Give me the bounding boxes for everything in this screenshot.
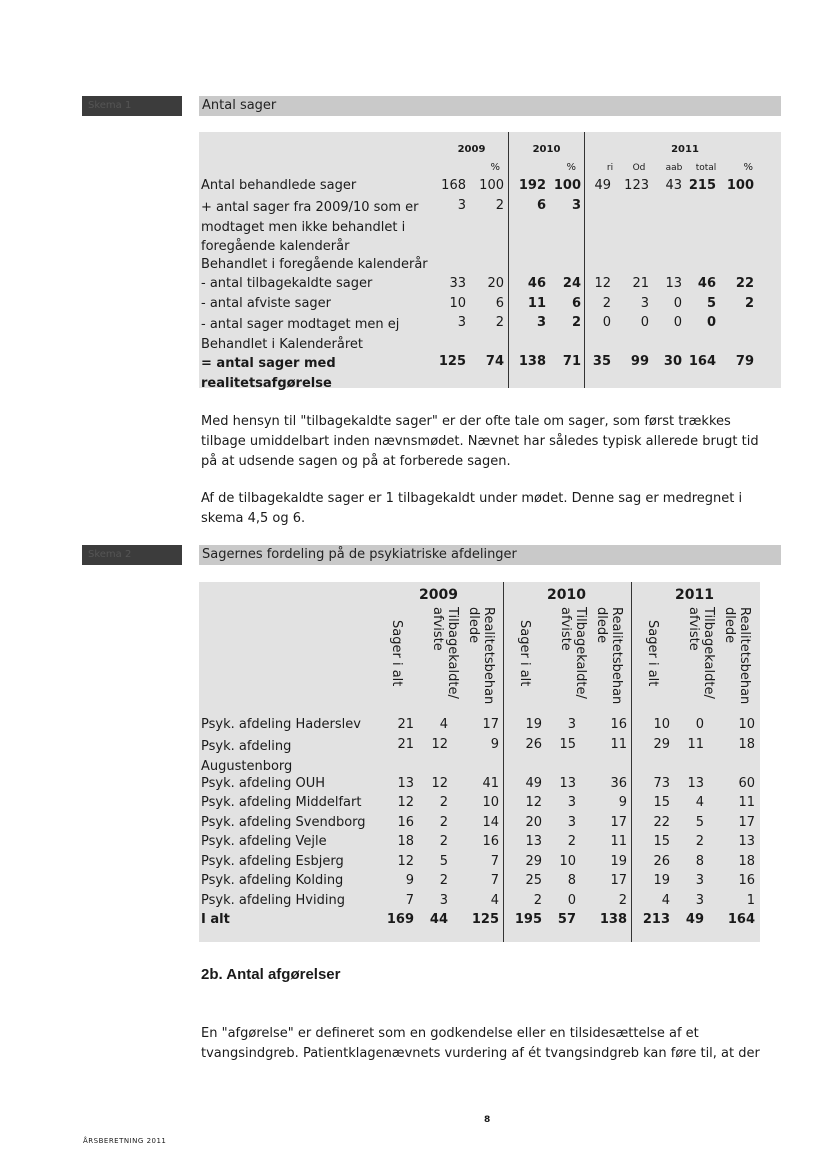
t2-cell: 9 [405,873,414,888]
t1-cell: 2 [602,296,611,311]
t1-cell: 168 [441,178,466,193]
t2-cell: 22 [653,815,670,830]
t2-cell: 164 [727,912,755,927]
t1-row-label: Antal behandlede sager [201,178,357,193]
t1-row-label: = antal sager med realitetsafgørelse [201,356,336,391]
section1-title: Antal sager [199,96,781,116]
t2-cell: 17 [738,815,755,830]
t2-cell: 138 [599,912,627,927]
t2-colhead: Realitetsbehan dlede [594,607,624,705]
t1-cell: 2 [495,198,504,213]
t1-cell: 10 [449,296,466,311]
t2-colhead: Sager i alt [389,620,404,687]
t1-cell: 49 [594,178,611,193]
t2-row-label: I alt [201,912,230,927]
t2-row-label: Psyk. afdeling Svendborg [201,815,366,830]
t2-cell: 7 [490,854,499,869]
t2-row-label: Psyk. afdeling Vejle [201,834,327,849]
t2-colhead: Sager i alt [645,620,660,687]
t2-cell: 44 [429,912,448,927]
t2-row-label: Psyk. afdeling OUH [201,776,326,791]
t1-cell: 100 [553,178,581,193]
t2-cell: 9 [618,795,627,810]
t1-cell: 2 [495,315,504,330]
t2-colhead: Realitetsbehan dlede [466,607,496,705]
t2-row-label: Psyk. afdeling Kolding [201,873,344,888]
t1-cell: 79 [735,354,754,369]
t1-cell: 46 [527,276,546,291]
t2-cell: 8 [695,854,704,869]
t1-cell: 100 [726,178,754,193]
t2-cell: 17 [482,717,499,732]
t1-cell: 215 [688,178,716,193]
t1-row-label: + antal sager fra 2009/10 som er modtaget men ikke behandlet i foregående kalenderår [201,200,419,254]
t2-cell: 3 [695,893,704,908]
t1-cell: 2 [571,315,581,330]
t2-cell: 2 [533,893,542,908]
t2-cell: 12 [431,737,448,752]
t2-cell: 14 [482,815,499,830]
t2-year-2011: 2011 [675,587,714,603]
t2-cell: 18 [738,737,755,752]
t1-cell: 5 [706,296,716,311]
t1-cell: 22 [735,276,754,291]
t1-row-label: - antal sager modtaget men ej Behandlet i Kalenderåret [201,317,400,352]
t2-cell: 20 [525,815,542,830]
t2-cell: 12 [397,854,414,869]
t1-cell: 3 [640,296,649,311]
t2-cell: 16 [610,717,627,732]
t1-cell: 192 [518,178,546,193]
t1-cell: 0 [706,315,716,330]
t1-cell: 100 [479,178,504,193]
t1-cell: 0 [602,315,611,330]
t2-cell: 36 [610,776,627,791]
t2-cell: 10 [559,854,576,869]
t2-cell: 15 [653,834,670,849]
subheading: 2b. Antal afgørelser [201,966,341,983]
t2-cell: 26 [653,854,670,869]
t2-cell: 195 [514,912,542,927]
t2-cell: 73 [653,776,670,791]
t2-cell: 12 [525,795,542,810]
t2-cell: 3 [567,795,576,810]
t1-sub-aab: aab [665,163,683,173]
t1-cell: 99 [630,354,649,369]
t2-cell: 60 [738,776,755,791]
t2-cell: 41 [482,776,499,791]
page-number: 8 [484,1115,491,1125]
t2-cell: 10 [482,795,499,810]
t2-cell: 2 [695,834,704,849]
t2-cell: 4 [695,795,704,810]
t2-cell: 15 [653,795,670,810]
t2-cell: 19 [610,854,627,869]
t2-cell: 19 [525,717,542,732]
t2-cell: 11 [610,834,627,849]
t1-cell: 0 [673,315,682,330]
t2-cell: 17 [610,815,627,830]
t1-pct-2011: % [743,162,753,173]
t1-cell: 138 [518,354,546,369]
footer: ÅRSBERETNING 2011 [83,1137,167,1145]
t2-cell: 4 [439,717,448,732]
t2-cell: 17 [610,873,627,888]
t2-colhead: Realitetsbehan dlede [722,607,752,705]
t2-colhead: Tilbagekaldte/ afviste [430,607,460,699]
t2-cell: 13 [559,776,576,791]
t2-cell: 29 [653,737,670,752]
t1-cell: 0 [673,296,682,311]
t1-sub-od: Od [632,163,646,173]
t2-cell: 10 [738,717,755,732]
t2-year-2009: 2009 [419,587,458,603]
t1-cell: 13 [665,276,682,291]
t1-cell: 74 [485,354,504,369]
t2-cell: 13 [687,776,704,791]
t2-cell: 5 [695,815,704,830]
t2-cell: 4 [661,893,670,908]
t2-cell: 19 [653,873,670,888]
t2-cell: 12 [431,776,448,791]
t2-cell: 10 [653,717,670,732]
t2-cell: 25 [525,873,542,888]
t2-cell: 2 [439,873,448,888]
t2-cell: 11 [738,795,755,810]
t1-cell: 24 [562,276,581,291]
t2-cell: 9 [490,737,499,752]
t2-row-label: Psyk. afdeling Haderslev [201,717,361,732]
t2-colhead: Tilbagekaldte/ afviste [686,607,716,699]
t1-cell: 21 [632,276,649,291]
t2-cell: 11 [687,737,704,752]
t1-cell: 43 [665,178,682,193]
t2-cell: 213 [642,912,670,927]
t2-cell: 2 [439,795,448,810]
t2-cell: 26 [525,737,542,752]
t2-cell: 49 [685,912,704,927]
paragraph: Af de tilbagekaldte sager er 1 tilbagekaldt under mødet. Denne sag er medregnet i skema 4,5 og 6. [201,491,743,526]
t1-year-2010: 2010 [532,144,561,155]
t2-cell: 7 [405,893,414,908]
t2-cell: 1 [746,893,755,908]
t1-cell: 6 [495,296,504,311]
t2-cell: 12 [397,795,414,810]
t1-cell: 164 [688,354,716,369]
paragraph: Med hensyn til "tilbagekaldte sager" er der ofte tale om sager, som først trækkes tilbage umiddelbart inden nævnsmødet. Nævnet har således typisk allerede brugt tid på at udsende sagen og på at forberede sagen. [201,414,759,469]
t2-cell: 13 [397,776,414,791]
section2-side-tab: Skema 2 [82,545,182,565]
t2-cell: 5 [439,854,448,869]
final-paragraph: En "afgørelse" er defineret som en godkendelse eller en tilsidesættelse af et tvangsindgreb. Patientklagenævnets vurdering af ét tvangsindgreb kan føre til, at der [201,1026,760,1061]
t2-cell: 8 [567,873,576,888]
t1-cell: 0 [640,315,649,330]
t2-cell: 13 [738,834,755,849]
t2-cell: 57 [557,912,576,927]
t2-cell: 3 [439,893,448,908]
t1-cell: 3 [571,198,581,213]
section1-side-tab: Skema 1 [82,96,182,116]
t2-colhead: Tilbagekaldte/ afviste [558,607,588,699]
t2-cell: 4 [490,893,499,908]
t2-cell: 18 [738,854,755,869]
t1-row-label: - antal tilbagekaldte sager [201,276,373,291]
t1-cell: 125 [438,354,466,369]
section2-title: Sagernes fordeling på de psykiatriske afdelinger [199,545,781,565]
t2-cell: 0 [695,717,704,732]
t2-cell: 21 [397,717,414,732]
t2-cell: 21 [397,737,414,752]
t1-cell: 30 [663,354,682,369]
t1-cell: 6 [536,198,546,213]
t2-year-2010: 2010 [547,587,586,603]
t1-row-label: - antal afviste sager [201,296,332,311]
t2-cell: 169 [386,912,414,927]
t2-cell: 2 [439,834,448,849]
t1-cell: 12 [594,276,611,291]
t2-cell: 11 [610,737,627,752]
t2-colhead: Sager i alt [517,620,532,687]
t1-cell: 3 [536,315,546,330]
t2-cell: 16 [738,873,755,888]
t2-row-label: Psyk. afdeling Hviding [201,893,345,908]
t1-cell: 2 [744,296,754,311]
t2-cell: 0 [567,893,576,908]
t1-row-label: Behandlet i foregående kalenderår [201,257,428,272]
t1-cell: 33 [449,276,466,291]
t1-pct-2009: % [490,162,500,173]
t1-cell: 123 [624,178,649,193]
t1-cell: 3 [457,198,466,213]
t2-cell: 7 [490,873,499,888]
t2-cell: 3 [567,717,576,732]
t1-cell: 6 [571,296,581,311]
t1-year-2011: 2011 [671,144,699,155]
t2-cell: 125 [471,912,499,927]
t2-cell: 2 [618,893,627,908]
t2-cell: 13 [525,834,542,849]
t1-cell: 71 [562,354,581,369]
t1-cell: 11 [527,296,546,311]
t1-sub-ri: ri [606,163,614,173]
t2-cell: 16 [482,834,499,849]
t1-cell: 35 [592,354,611,369]
t1-pct-2010: % [566,162,576,173]
t2-row-label: Psyk. afdeling Augustenborg [201,739,293,774]
t2-cell: 49 [525,776,542,791]
t1-cell: 20 [487,276,504,291]
t2-cell: 3 [695,873,704,888]
t2-cell: 15 [559,737,576,752]
t1-cell: 46 [697,276,716,291]
t2-row-label: Psyk. afdeling Middelfart [201,795,362,810]
t2-cell: 2 [439,815,448,830]
t1-year-2009: 2009 [457,144,486,155]
t2-cell: 2 [567,834,576,849]
t2-row-label: Psyk. afdeling Esbjerg [201,854,344,869]
t1-cell: 3 [457,315,466,330]
t2-cell: 29 [525,854,542,869]
t2-cell: 18 [397,834,414,849]
t2-cell: 3 [567,815,576,830]
t1-sub-total: total [695,163,717,173]
t2-cell: 16 [397,815,414,830]
